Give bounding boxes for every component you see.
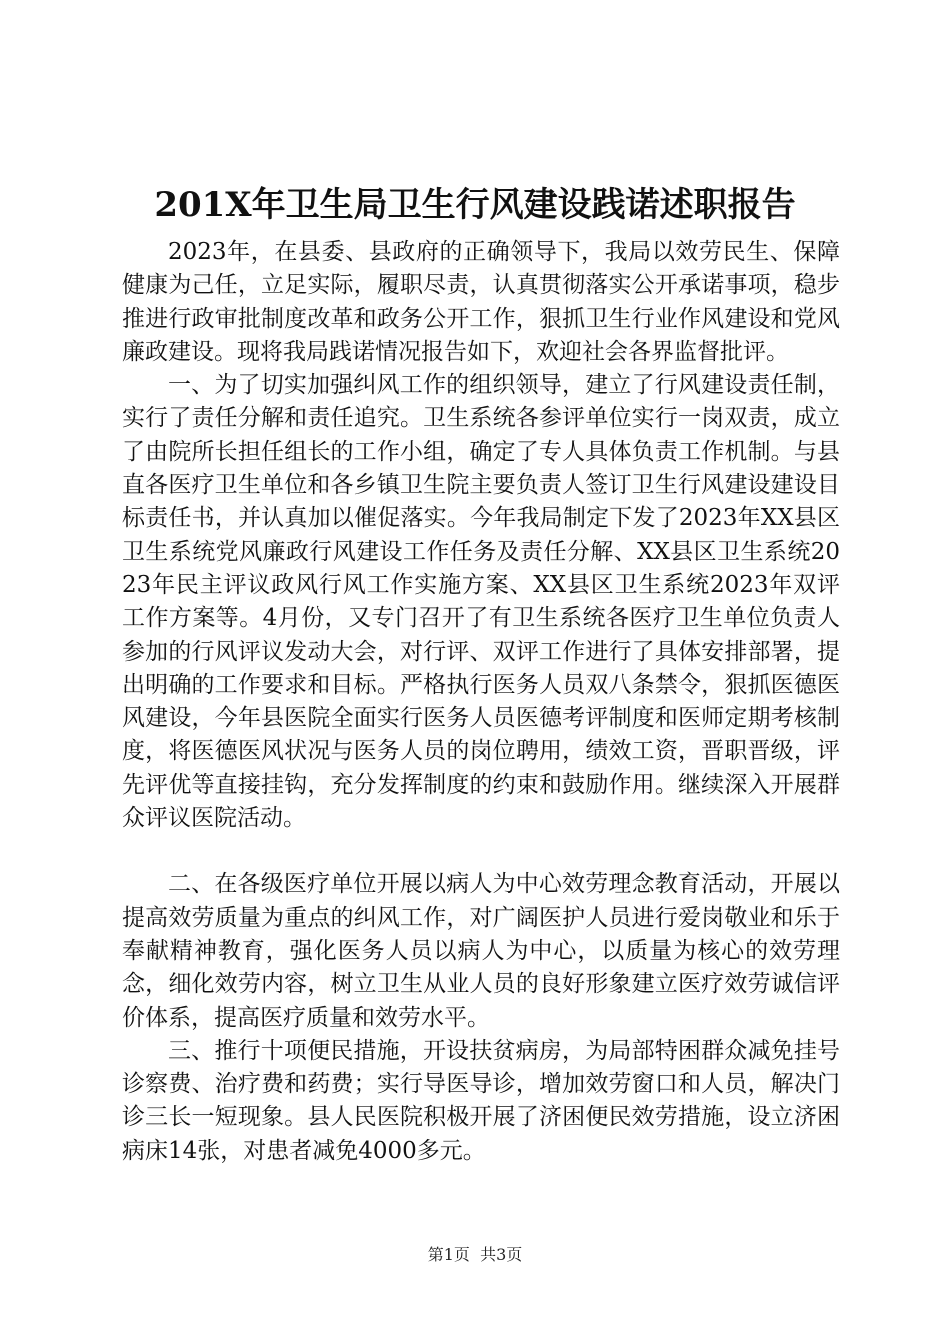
- document-title: 201X年卫生局卫生行风建设践诺述职报告: [154, 185, 796, 225]
- page-number: 第1页: [427, 1245, 470, 1264]
- paragraph-gap: [122, 835, 840, 868]
- paragraph-section-3: 三、推行十项便民措施，开设扶贫病房，为局部特困群众减免挂号诊察费、治疗费和药费；实行导医导诊，增加效劳窗口和人员，解决门诊三长一短现象。县人民医院积极开展了济困便民效劳措施，设立济困病床14张，对患者减免4000多元。: [122, 1037, 840, 1164]
- document-body: [122, 236, 840, 1168]
- paragraph-intro: 2023年，在县委、县政府的正确领导下，我局以效劳民生、保障健康为己任，立足实际，履职尽责，认真贯彻落实公开承诺事项，稳步推进行政审批制度改革和政务公开工作，狠抓卫生行业作风建设和党风廉政建设。现将我局践诺情况报告如下，欢迎社会各界监督批评。: [122, 239, 840, 365]
- page-footer: [0, 1244, 950, 1266]
- page-total: 共3页: [480, 1245, 523, 1264]
- paragraph-section-1: 一、为了切实加强纠风工作的组织领导，建立了行风建设责任制，实行了责任分解和责任追究。卫生系统各参评单位实行一岗双责，成立了由院所长担任组长的工作小组，确定了专人具体负责工作机制。与县直各医疗卫生单位和各乡镇卫生院主要负责人签订卫生行风建设建设目标责任书，并认真加以催促落实。今年我局制定下发了2023年XX县区卫生系统党风廉政行风建设工作任务及责任分解、XX县区卫生系统2023年民主评议政风行风工作实施方案、XX县区卫生系统2023年双评工作方案等。4月份，又专门召开了有卫生系统各医疗卫生单位负责人参加的行风评议发动大会，对行评、双评工作进行了具体安排部署，提出明确的工作要求和目标。严格执行医务人员双八条禁令，狠抓医德医风建设，今年县医院全面实行医务人员医德考评制度和医师定期考核制度，将医德医风状况与医务人员的岗位聘用，绩效工资，晋职晋级，评先评优等直接挂钩，充分发挥制度的约束和鼓励作用。继续深入开展群众评议医院活动。: [122, 372, 840, 832]
- paragraph-section-2: 二、在各级医疗单位开展以病人为中心效劳理念教育活动，开展以提高效劳质量为重点的纠风工作，对广阔医护人员进行爱岗敬业和乐于奉献精神教育，强化医务人员以病人为中心，以质量为核心的效劳理念，细化效劳内容，树立卫生从业人员的良好形象建立医疗效劳诚信评价体系，提高医疗质量和效劳水平。: [122, 871, 840, 1031]
